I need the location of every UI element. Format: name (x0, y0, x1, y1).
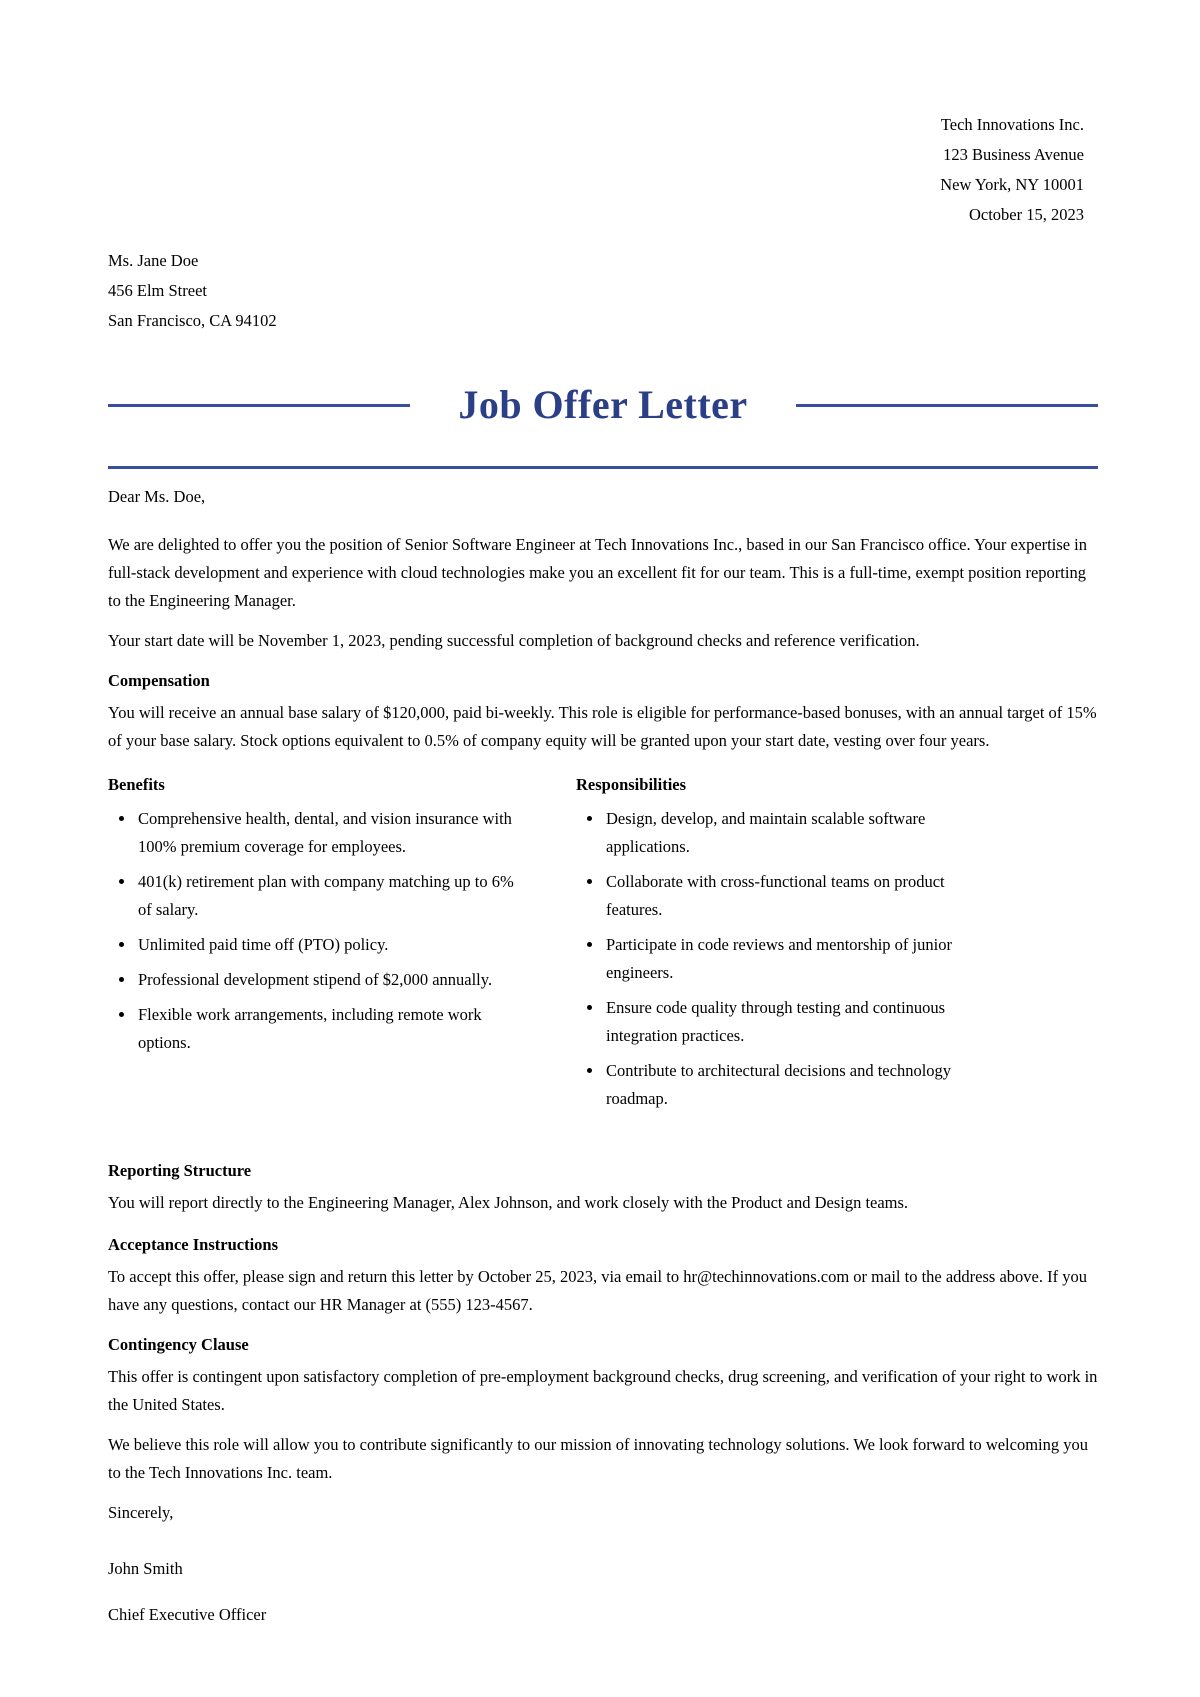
contingency-clause-paragraph: This offer is contingent upon satisfactory completion of pre-employment background checks, drug screening, and verification of your right to work in the United States. (108, 1367, 1098, 1414)
acceptance-instructions-paragraph: To accept this offer, please sign and return this letter by October 25, 2023, via email to hr@techinnovations.com or mail to the address above. If you have any questions, contact our HR Manager at (555) 123-4567. (108, 1267, 1087, 1314)
contingency-clause-heading: Contingency Clause (108, 1335, 249, 1354)
recipient-street: 456 Elm Street (108, 281, 207, 300)
sender-block (108, 110, 1098, 230)
responsibilities-item: • Ensure code quality through testing and continuous integration practices. (604, 994, 994, 1050)
acceptance-instructions-heading: Acceptance Instructions (108, 1235, 279, 1254)
responsibilities-list (576, 805, 994, 1113)
benefits-responsibilities-columns (108, 767, 1098, 1120)
reporting-structure-paragraph: You will report directly to the Engineering Manager, Alex Johnson, and work closely with the Product and Design teams. (108, 1193, 909, 1212)
benefits-item: • Unlimited paid time off (PTO) policy. (136, 931, 531, 959)
benefits-item: • Comprehensive health, dental, and vision insurance with 100% premium coverage for employees. (136, 805, 531, 861)
signer-title: Chief Executive Officer (108, 1605, 267, 1624)
benefits-item: • Flexible work arrangements, including remote work options. (136, 1001, 531, 1057)
start-date-paragraph: Your start date will be November 1, 2023, pending successful completion of background checks and reference verification. (108, 631, 920, 650)
intro-paragraph: We are delighted to offer you the position of Senior Software Engineer at Tech Innovations Inc., based in our San Francisco office. Your expertise in full-stack development and experience with cloud technologies make you an excellent fit for our team. This is a full-time, exempt position reporting to the Engineering Manager. (108, 535, 1088, 610)
responsibilities-item: • Participate in code reviews and mentorship of junior engineers. (604, 931, 994, 987)
sender-company: Tech Innovations Inc. (940, 115, 1084, 134)
responsibilities-section (576, 767, 1098, 1120)
responsibilities-item: • Collaborate with cross-functional teams on product features. (604, 868, 994, 924)
divider-rule (108, 466, 1098, 469)
valediction: Sincerely, (108, 1503, 174, 1522)
title-left-rule (108, 404, 410, 407)
reporting-structure-heading: Reporting Structure (108, 1161, 252, 1180)
sender-city: New York, NY 10001 (940, 175, 1084, 194)
responsibilities-item: • Design, develop, and maintain scalable software applications. (604, 805, 994, 861)
signer-name: John Smith (108, 1559, 183, 1578)
recipient-block (108, 246, 1098, 336)
title-row (108, 381, 1098, 429)
closing-paragraph: We believe this role will allow you to contribute significantly to our mission of innovating technology solutions. We look forward to welcoming you to the Tech Innovations Inc. team. (108, 1435, 1089, 1482)
salutation: Dear Ms. Doe, (108, 487, 206, 506)
recipient-name: Ms. Jane Doe (108, 251, 199, 270)
letter-date: October 15, 2023 (968, 205, 1084, 224)
benefits-section (108, 767, 563, 1120)
sender-street: 123 Business Avenue (943, 145, 1084, 164)
benefits-item: • 401(k) retirement plan with company matching up to 6% of salary. (136, 868, 531, 924)
responsibilities-item: • Contribute to architectural decisions and technology roadmap. (604, 1057, 994, 1113)
compensation-heading: Compensation (108, 671, 210, 690)
benefits-list (108, 805, 563, 1057)
recipient-city: San Francisco, CA 94102 (108, 311, 277, 330)
title-right-rule (796, 404, 1098, 407)
benefits-item: • Professional development stipend of $2,000 annually. (136, 966, 531, 994)
benefits-heading: Benefits (108, 775, 165, 794)
responsibilities-heading: Responsibilities (576, 775, 687, 794)
letter-title: Job Offer Letter (458, 382, 748, 427)
compensation-paragraph: You will receive an annual base salary of $120,000, paid bi-weekly. This role is eligible for performance-based bonuses, with an annual target of 15% of your base salary. Stock options equivalent to 0.5% of company equity will be granted upon your start date, vesting over four years. (108, 703, 1097, 750)
